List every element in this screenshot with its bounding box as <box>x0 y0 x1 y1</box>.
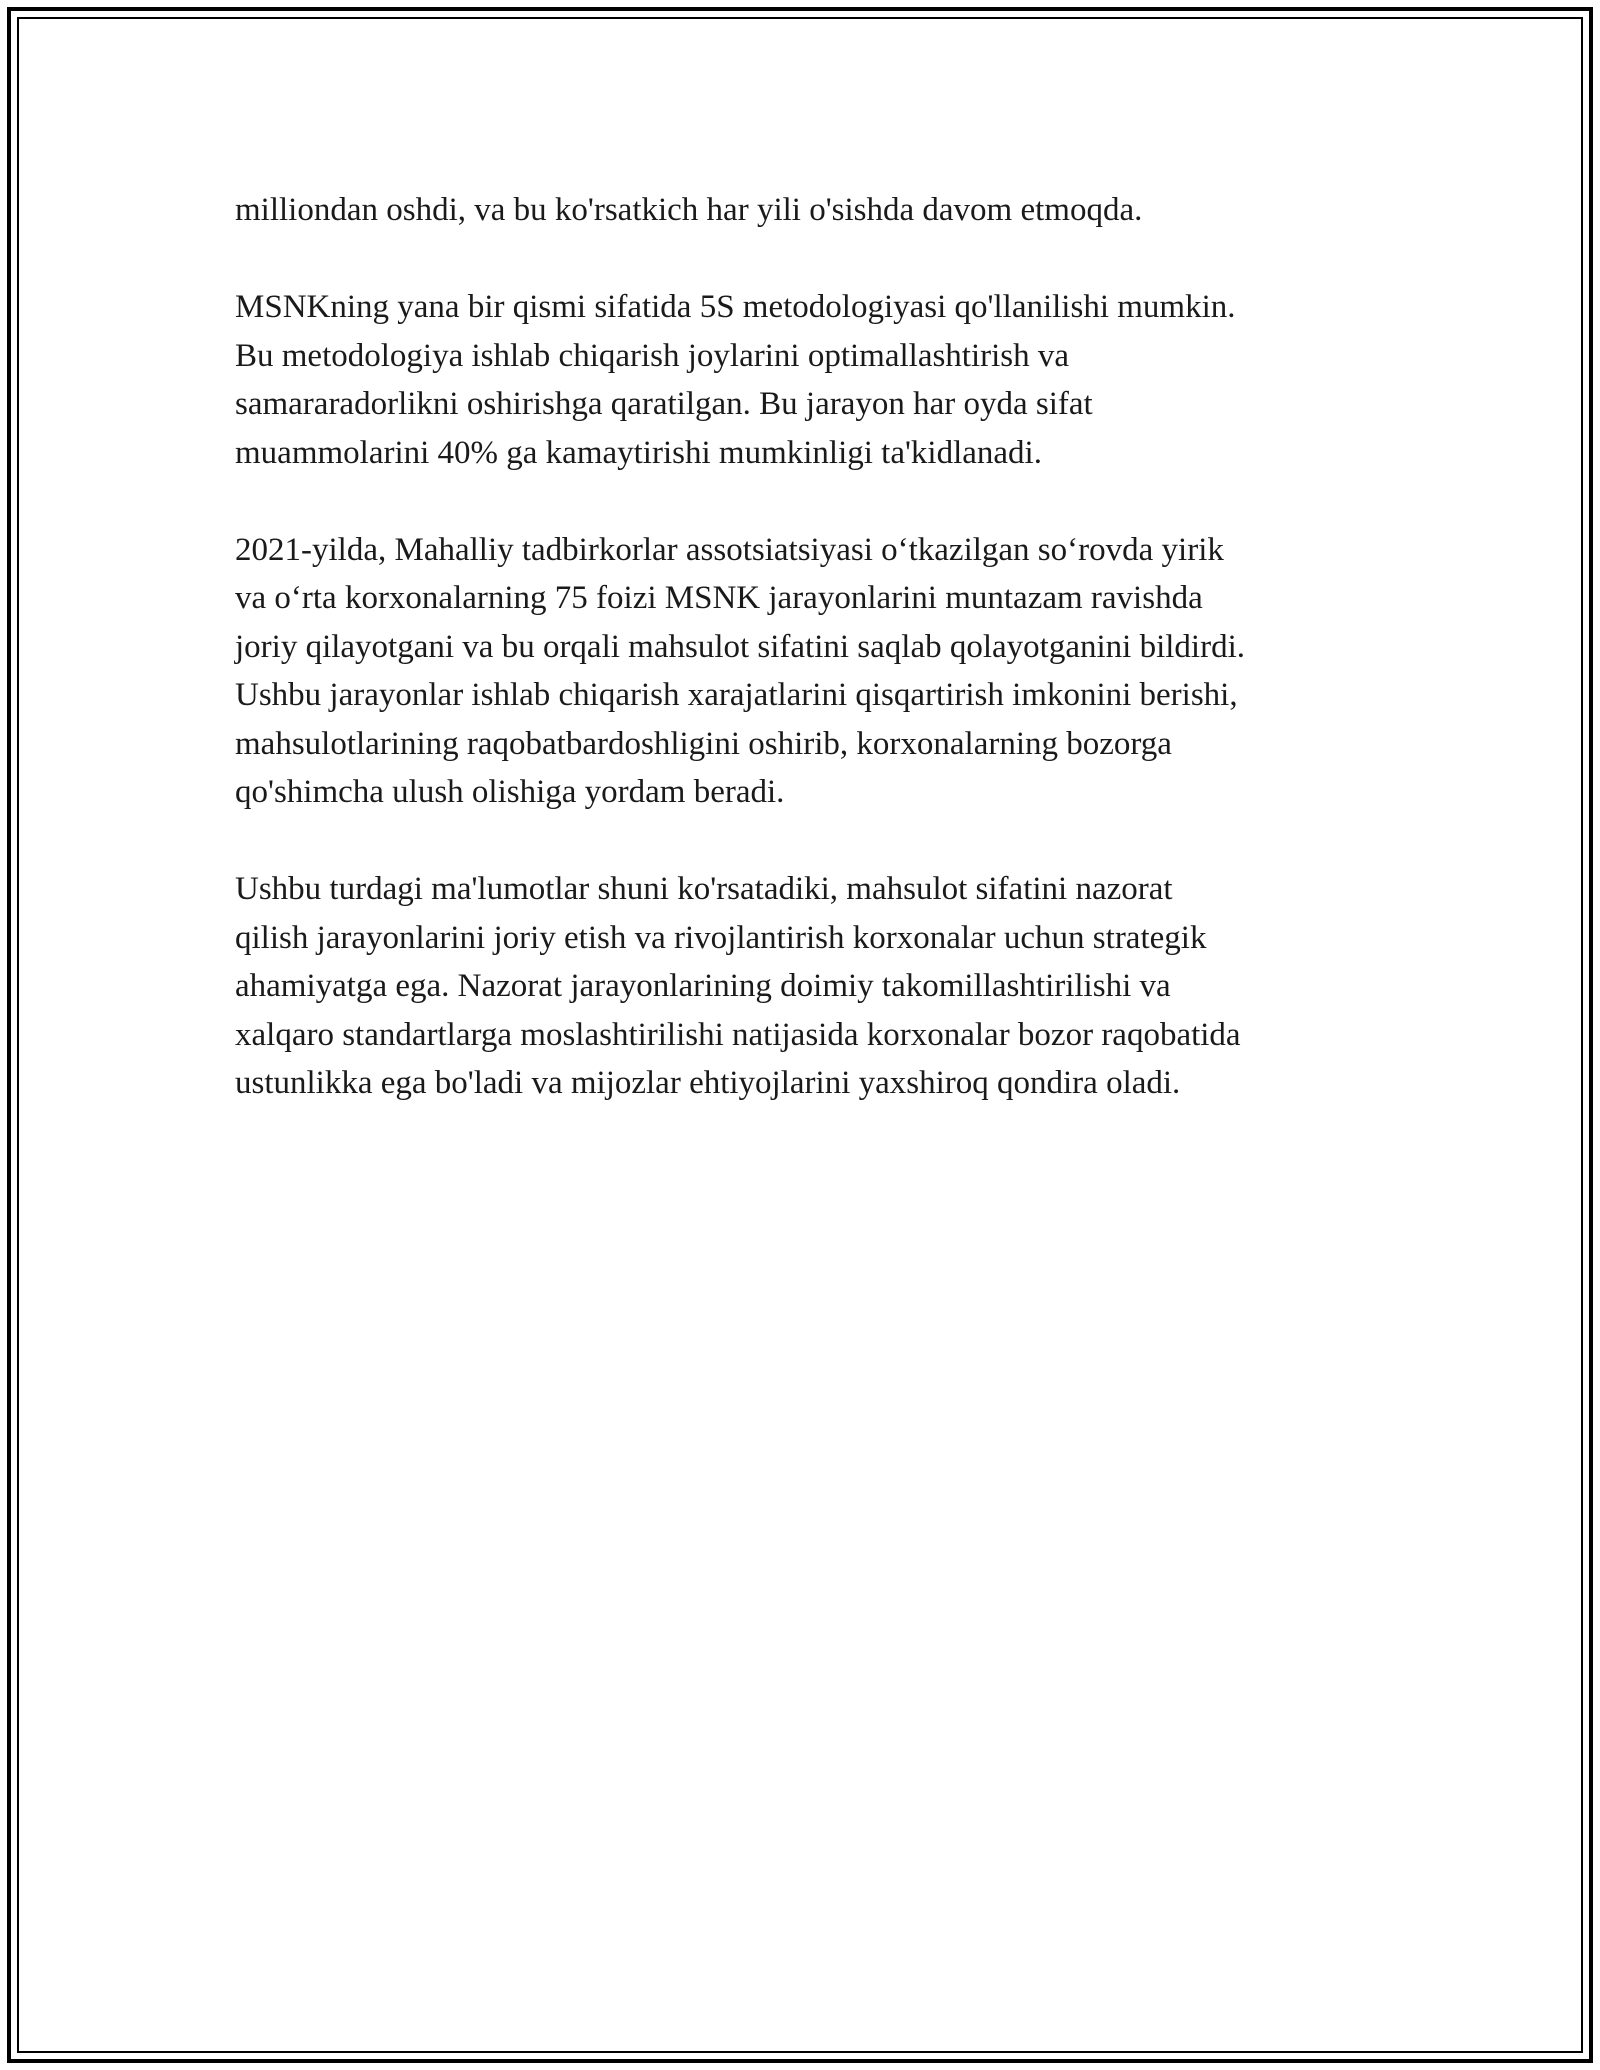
text-line: ustunlikka ega bo'ladi va mijozlar ehtiyojlarini yaxshiroq qondira oladi. <box>235 1065 1181 1101</box>
paragraph <box>235 865 1365 1108</box>
text-line: samararadorlikni oshirishga qaratilgan. Bu jarayon har oyda sifat <box>235 386 1093 422</box>
text-line: 2021-yilda, Mahalliy tadbirkorlar assotsiatsiyasi o‘tkazilgan so‘rovda yirik <box>235 531 1224 568</box>
document-body <box>235 186 1365 1156</box>
paragraph <box>235 186 1365 235</box>
paragraph <box>235 283 1365 477</box>
text-line: joriy qilayotgani va bu orqali mahsulot sifatini saqlab qolayotganini bildirdi. <box>235 628 1245 665</box>
text-line: mahsulotlarining raqobatbardoshligini oshirib, korxonalarning bozorga <box>235 725 1172 762</box>
text-line: qo'shimcha ulush olishiga yordam beradi. <box>235 774 785 810</box>
text-line: muammolarini 40% ga kamaytirishi mumkinligi ta'kidlanadi. <box>235 434 1042 471</box>
text-line: Bu metodologiya ishlab chiqarish joylarini optimallashtirish va <box>235 337 1070 374</box>
text-line: milliondan oshdi, va bu ko'rsatkich har yili o'sishda davom etmoqda. <box>235 192 1143 228</box>
text-line: qilish jarayonlarini joriy etish va rivojlantirish korxonalar uchun strategik <box>235 919 1207 956</box>
text-line: xalqaro standartlarga moslashtirilishi natijasida korxonalar bozor raqobatida <box>235 1016 1241 1053</box>
text-line: va o‘rta korxonalarning 75 foizi MSNK jarayonlarini muntazam ravishda <box>235 580 1203 616</box>
text-line: MSNKning yana bir qismi sifatida 5S metodologiyasi qo'llanilishi mumkin. <box>235 289 1236 325</box>
paragraph <box>235 526 1365 817</box>
text-line: Ushbu jarayonlar ishlab chiqarish xarajatlarini qisqartirish imkonini berishi, <box>235 677 1238 713</box>
text-line: ahamiyatga ega. Nazorat jarayonlarining doimiy takomillashtirilishi va <box>235 968 1171 1004</box>
text-line: Ushbu turdagi ma'lumotlar shuni ko'rsatadiki, mahsulot sifatini nazorat <box>235 871 1173 907</box>
